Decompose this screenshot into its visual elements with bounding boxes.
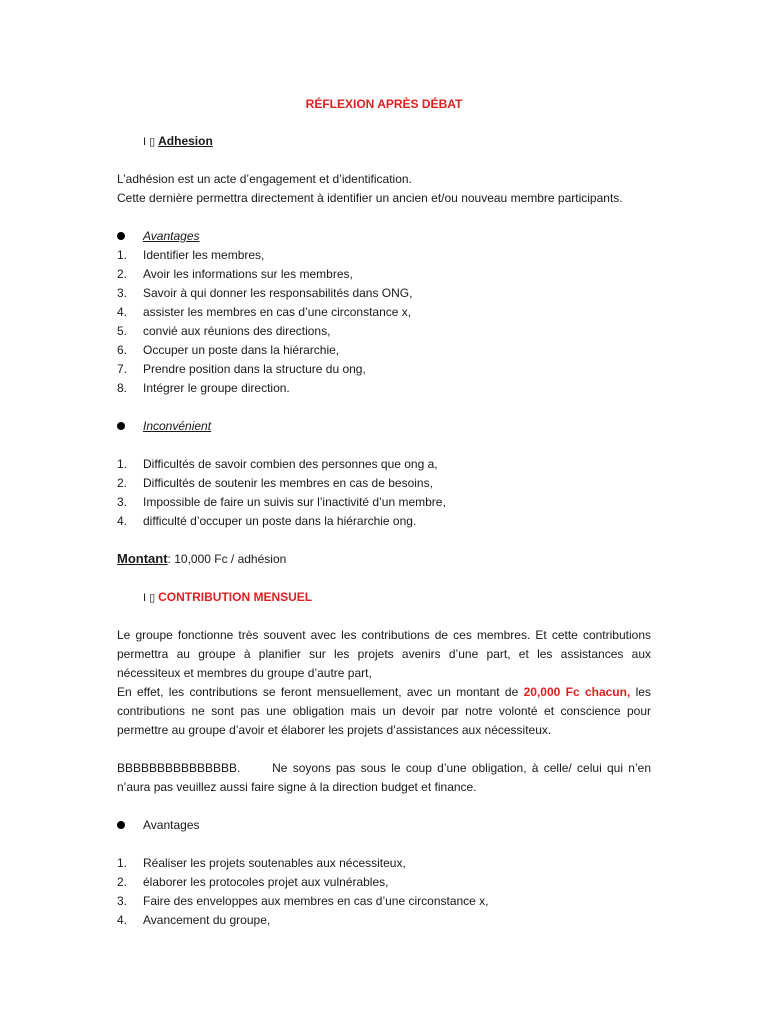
missing-glyph-icon: ▯ — [149, 592, 156, 604]
list-item: 2. Difficultés de soutenir les membres en cas de besoins, — [117, 476, 433, 490]
section-heading-contribution — [143, 590, 312, 606]
bullet-icon — [117, 422, 125, 430]
list-item: 5. convié aux réunions des directions, — [117, 324, 331, 338]
list-item: 4. assister les membres en cas d’une circonstance x, — [117, 305, 412, 319]
list-item: 2. élaborer les protocoles projet aux vulnérables, — [117, 875, 389, 889]
paragraph-line: nécessiteux et membres du groupe d’autre part, — [117, 666, 372, 680]
intro-line-1: L’adhésion est un acte d’engagement et d’identification. — [117, 172, 412, 186]
section-heading-adhesion — [143, 134, 213, 150]
bullet-avantages — [117, 229, 200, 244]
list-item: 7. Prendre position dans la structure du ong, — [117, 362, 366, 376]
montant-value: : 10,000 Fc / adhésion — [167, 552, 287, 566]
paragraph-line: contributions ne sont pas une obligation mais un devoir par notre volonté et conscience pour — [117, 704, 651, 718]
list-item: 6. Occuper un poste dans la hiérarchie, — [117, 343, 340, 357]
bullet-label: Inconvénient — [143, 419, 212, 433]
heading-marker: I — [143, 136, 147, 148]
list-item: 4. Avancement du groupe, — [117, 913, 271, 927]
list-item: 3. Faire des enveloppes aux membres en cas d’une circonstance x, — [117, 894, 489, 908]
list-item: 4. difficulté d’occuper un poste dans la hiérarchie ong. — [117, 514, 417, 528]
bullet-label: Avantages — [143, 229, 200, 243]
paragraph-line-amount: En effet, les contributions se feront mensuellement, avec un montant de 20,000 Fc chacun, les — [117, 685, 651, 699]
bullet-label: Avantages — [143, 818, 200, 832]
list-item: 3. Savoir à qui donner les responsabilités dans ONG, — [117, 286, 413, 300]
heading-marker: I — [143, 592, 147, 604]
list-item: 3. Impossible de faire un suivis sur l’inactivité d’un membre, — [117, 495, 446, 509]
intro-line-2: Cette dernière permettra directement à identifier un ancien et/ou nouveau membre participants. — [117, 191, 623, 205]
bullet-inconvenient — [117, 419, 211, 434]
montant-line — [117, 551, 286, 567]
paragraph-line: n’aura pas veuillez aussi faire signe à la direction budget et finance. — [117, 780, 477, 794]
list-item: 1. Réaliser les projets soutenables aux nécessiteux, — [117, 856, 406, 870]
list-item: 2. Avoir les informations sur les membres, — [117, 267, 353, 281]
list-item: 8. Intégrer le groupe direction. — [117, 381, 290, 395]
paragraph-line: permettra au groupe à planifier sur les projets avenirs d’une part, et les assistances aux — [117, 647, 651, 661]
bullet-avantages-2 — [117, 818, 200, 833]
bullet-icon — [117, 821, 125, 829]
paragraph-line: permettre au groupe d’avoir et élaborer les projets d’assistances aux nécessiteux. — [117, 723, 552, 737]
missing-glyph-icon: ▯ — [149, 136, 156, 148]
montant-label: Montant — [117, 551, 168, 566]
list-item: 1. Identifier les membres, — [117, 248, 265, 262]
paragraph-line: BBBBBBBBBBBBBBB. Ne soyons pas sous le coup d’une obligation, à celle/ celui qui n’en — [117, 761, 651, 775]
heading-text: Adhesion — [158, 134, 213, 148]
list-item: 1. Difficultés de savoir combien des personnes que ong a, — [117, 457, 438, 471]
paragraph-line: Le groupe fonctionne très souvent avec les contributions de ces membres. Et cette contributions — [117, 628, 651, 642]
heading-text: CONTRIBUTION MENSUEL — [158, 590, 313, 604]
amount-highlight: 20,000 Fc chacun, — [523, 685, 631, 699]
page-title: RÉFLEXION APRÈS DÉBAT — [305, 97, 463, 111]
bullet-icon — [117, 232, 125, 240]
